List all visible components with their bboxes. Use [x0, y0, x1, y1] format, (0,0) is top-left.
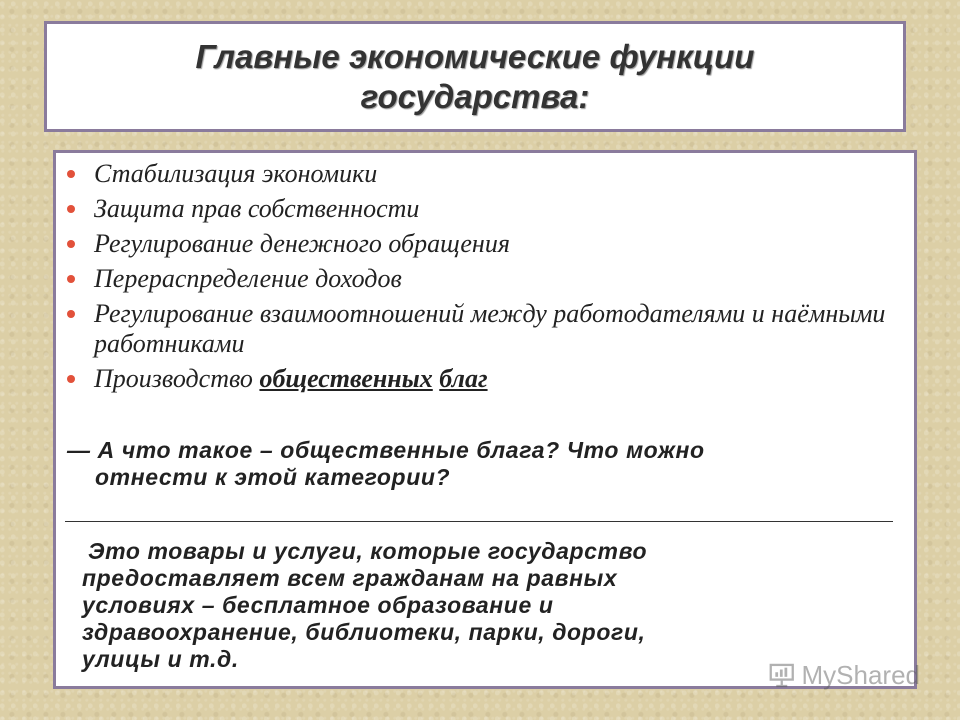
underlined-term: общественных — [259, 364, 433, 393]
bullet-item — [56, 194, 914, 224]
bullet-item — [56, 299, 914, 359]
bullet-text: Регулирование взаимоотношений между работодателями и наёмными работниками — [94, 299, 886, 358]
bullet-dot-icon — [67, 170, 75, 178]
bullet-dot-icon — [67, 375, 75, 383]
answer-text — [82, 538, 902, 673]
bullet-text: Стабилизация экономики — [94, 159, 378, 188]
answer-line: улицы и т.д. — [82, 646, 239, 672]
question-line: — А что такое – общественные блага? Что можно — [67, 437, 705, 463]
slide-title-line2: государства: — [360, 77, 590, 115]
answer-line: Это товары и услуги, которые государство — [88, 538, 648, 564]
bullet-item — [56, 229, 914, 259]
bullet-dot-icon — [67, 275, 75, 283]
question-text — [67, 437, 907, 491]
watermark — [768, 656, 920, 694]
bullet-item — [56, 364, 914, 394]
bullet-list — [56, 159, 914, 399]
answer-line: предоставляет всем гражданам на равных — [82, 565, 618, 591]
slide-title-line1: Главные экономические функции — [195, 37, 755, 75]
bullet-item — [56, 264, 914, 294]
answer-line: здравоохранение, библиотеки, парки, дороги, — [82, 619, 646, 645]
bullet-text: Перераспределение доходов — [94, 264, 402, 293]
underlined-term: благ — [439, 364, 488, 393]
bullet-dot-icon — [67, 205, 75, 213]
bullet-text: Производство — [94, 364, 260, 393]
title-box — [44, 21, 906, 132]
content-box — [53, 150, 917, 689]
divider-line — [65, 521, 893, 522]
presentation-icon — [768, 660, 796, 690]
question-line: отнести к этой категории? — [95, 464, 451, 490]
bullet-text: Защита прав собственности — [94, 194, 420, 223]
watermark-text: MyShared — [801, 659, 920, 690]
answer-line: условиях – бесплатное образование и — [82, 592, 554, 618]
bullet-dot-icon — [67, 310, 75, 318]
bullet-item — [56, 159, 914, 189]
bullet-dot-icon — [67, 240, 75, 248]
bullet-text: Регулирование денежного обращения — [94, 229, 510, 258]
